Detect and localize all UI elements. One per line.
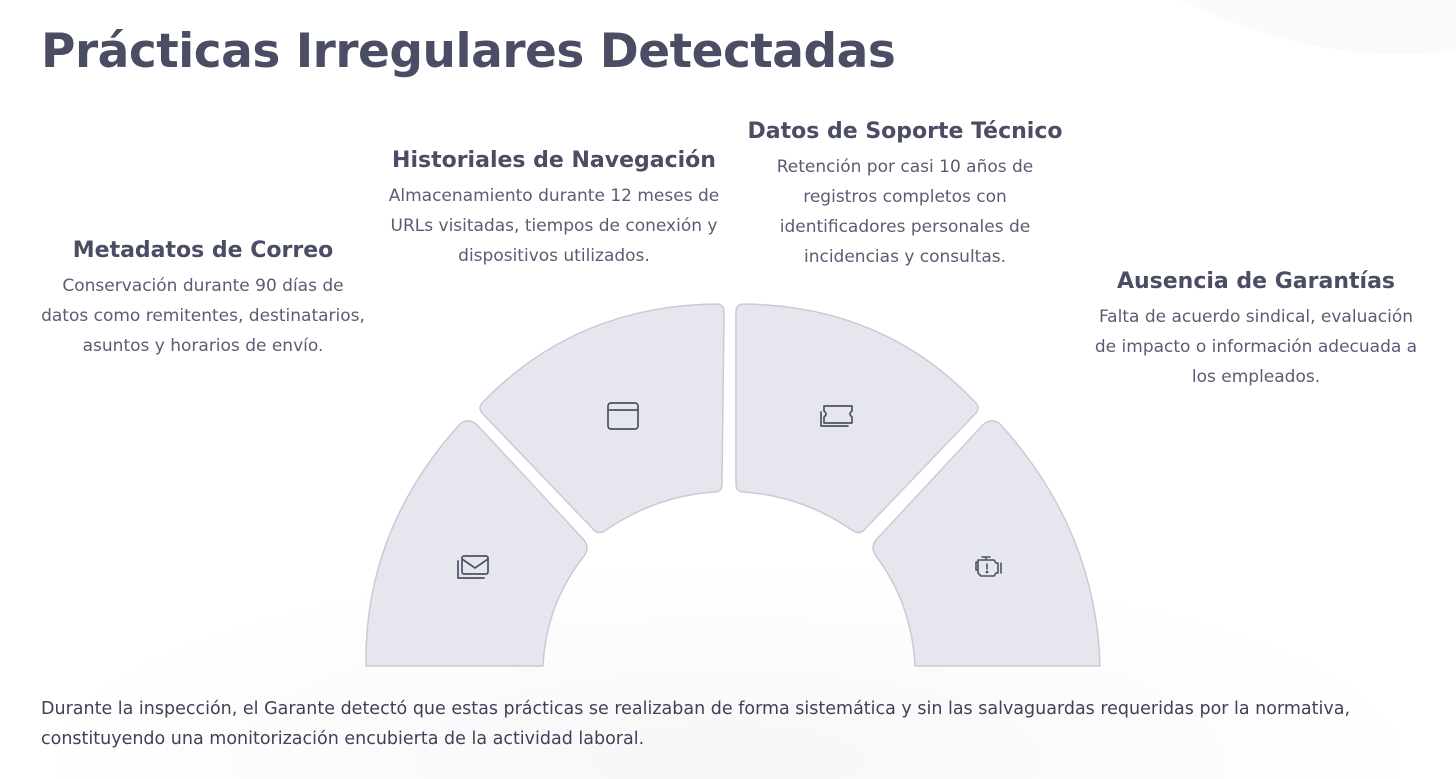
item-heading: Datos de Soporte Técnico xyxy=(747,119,1063,144)
item-heading: Metadatos de Correo xyxy=(72,238,334,263)
footer-note: Durante la inspección, el Garante detectó que estas prácticas se realizaban de forma sistemática y sin las salvaguardas requeridas por la normativa, constituyendo una monitorización encubierta de la actividad laboral. xyxy=(41,699,1351,749)
item-description: Conservación durante 90 días de datos como remitentes, destinatarios, asuntos y horarios de envío. xyxy=(41,276,365,356)
item-heading: Ausencia de Garantías xyxy=(1116,269,1396,294)
item-description: Almacenamiento durante 12 meses de URLs visitadas, tiempos de conexión y dispositivos utilizados. xyxy=(388,186,720,266)
item-description: Retención por casi 10 años de registros completos con identificadores personales de incidencias y consultas. xyxy=(776,157,1034,267)
item-heading: Historiales de Navegación xyxy=(392,148,716,173)
page-title: Prácticas Irregulares Detectadas xyxy=(41,24,896,79)
item-description: Falta de acuerdo sindical, evaluación de impacto o información adecuada a los empleados. xyxy=(1094,307,1418,387)
